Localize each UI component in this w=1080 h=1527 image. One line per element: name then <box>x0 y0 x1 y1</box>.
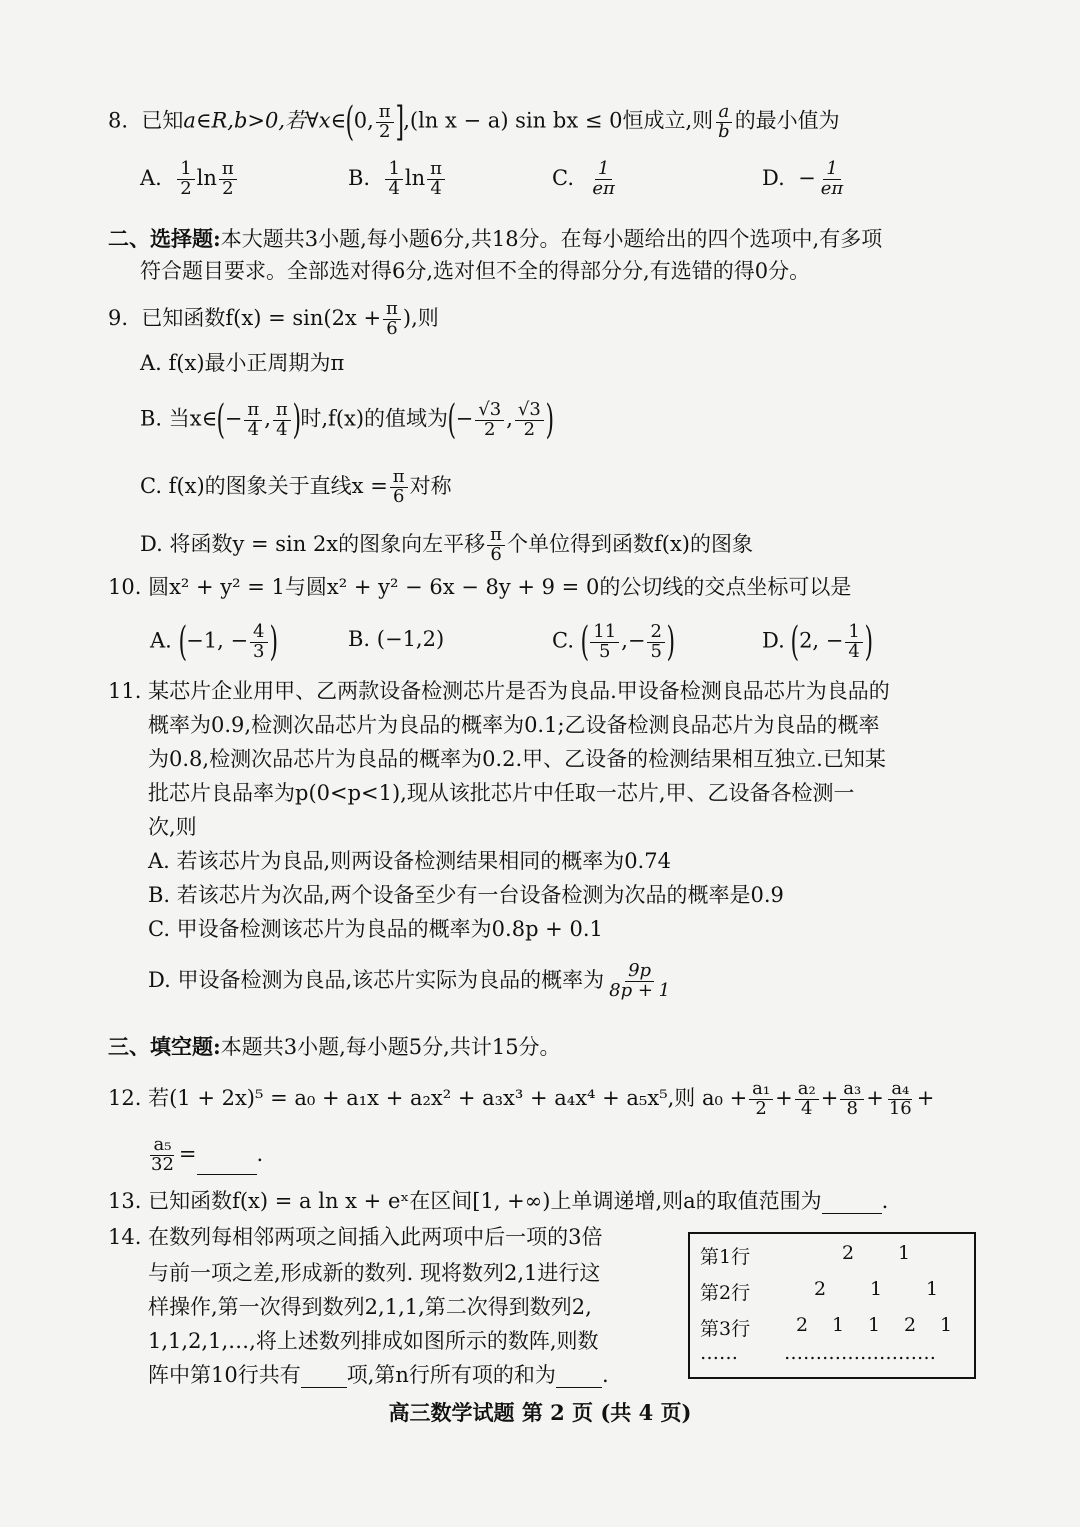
section-2-line2: 符合题目要求。全部选对得6分,选对但不全的得部分分,有选错的得0分。 <box>140 259 811 283</box>
q14-blank-count[interactable] <box>301 1367 347 1388</box>
q11-option-b: B. 若该芯片为次品,两个设备至少有一台设备检测为次品的概率是0.9 <box>148 883 784 907</box>
q11-option-d: D. 甲设备检测为良品,该芯片实际为良品的概率为 $\frac{9p}{8p + 1}$ <box>148 960 671 1001</box>
q13-answer-blank[interactable] <box>822 1193 882 1214</box>
q8-option-d: D. − $\frac{1}{e\pi}$ <box>762 158 844 199</box>
q11-option-a: A. 若该芯片为良品,则两设备检测结果相同的概率为0.74 <box>148 849 671 873</box>
q10-option-b: B. (−1,2) <box>348 627 445 651</box>
q8-number: 8. <box>108 108 129 133</box>
q10-option-a: A. (−1, − $\frac{4}{3}$ ) <box>150 619 278 665</box>
section-3-title: 三、填空题: <box>108 1034 221 1059</box>
q11-line5: 次,则 <box>148 815 197 839</box>
q9-option-c: C. f(x)的图象关于直线x = $\frac{\pi}{6}$ 对称 <box>140 466 452 507</box>
q9-option-a: A. f(x)最小正周期为π <box>140 351 345 375</box>
q11-line2: 概率为0.9,检测次品芯片为良品的概率为0.1;乙设备检测良品芯片为良品的概率 <box>148 713 880 737</box>
section-3-line: 三、填空题:本题共3小题,每小题5分,共计15分。 <box>108 1034 561 1059</box>
q9-stem: 9. 已知函数f(x) = sin(2x + $\frac{\pi}{6}$ ),则 <box>108 298 439 339</box>
q13-stem: 13. 已知函数f(x) = a ln x + eˣ在区间[1, +∞)上单调递增,则a的取值范围为 . <box>108 1189 889 1213</box>
q8-option-a: A. $\frac{1}{2}$ ln $\frac{\pi}{2}$ <box>140 160 239 199</box>
q12-answer-blank[interactable] <box>197 1154 257 1175</box>
q14-blank-sum[interactable] <box>556 1367 602 1388</box>
q12-tail: $\frac{\text{a₅}}{32}$ = . <box>151 1134 264 1175</box>
q10-option-d: D. (2, − $\frac{1}{4}$ ) <box>762 619 873 665</box>
q12-stem: 12. 若(1 + 2x)⁵ = a₀ + a₁x + a₂x² + a₃x³ + a₄x⁴ + a₅x⁵,则 a₀ + $\frac{\text{a₁}}{2}$ + $\frac{\text{a₂}}{4}$ + $\frac{\text{a₃}}{8}$ + $\frac{\text{a₄}}{16}$ + <box>108 1078 935 1119</box>
q11-line3: 为0.8,检测次品芯片为良品的概率为0.2.甲、乙设备的检测结果相互独立.已知某 <box>148 747 886 771</box>
q11-option-c: C. 甲设备检测该芯片为良品的概率为0.8p + 0.1 <box>148 917 603 941</box>
q14-line3: 样操作,第一次得到数列2,1,1,第二次得到数列2, <box>148 1295 592 1319</box>
q8-option-c: C. $\frac{1}{e\pi}$ <box>552 158 615 199</box>
q14-line1: 14. 在数列每相邻两项之间插入此两项中后一项的3倍 <box>108 1225 603 1249</box>
q11-line1: 11. 某芯片企业用甲、乙两款设备检测芯片是否为良品.甲设备检测良品芯片为良品的 <box>108 679 890 703</box>
page-footer: 高三数学试题 第 2 页 (共 4 页) <box>388 1400 692 1425</box>
q14-line2: 与前一项之差,形成新的数列. 现将数列2,1进行这 <box>148 1261 601 1285</box>
q9-option-b: B. 当x∈(− $\frac{\pi}{4}$ , $\frac{\pi}{4}$ )时,f(x)的值域为(− $\frac{√3}{2}$ , $\frac{√3}{2}$ ) <box>140 397 554 443</box>
q8-option-b: B. $\frac{1}{4}$ ln $\frac{\pi}{4}$ <box>348 160 447 199</box>
sequence-array-box: 第1行 2 1 第2行 2 1 1 第3行 2 1 1 2 1 …… …………………… <box>688 1232 976 1379</box>
section-2-line1: 二、选择题:本大题共3小题,每小题6分,共18分。在每小题给出的四个选项中,有多项 <box>108 226 883 251</box>
section-2-title: 二、选择题: <box>108 226 221 251</box>
q11-line4: 批芯片良品率为p(0<p<1),现从该批芯片中任取一芯片,甲、乙设备各检测一 <box>148 781 855 805</box>
q8-stem: 8. 已知a∈R,b>0,若∀x∈(0, $\frac{\pi}{2}$ ],(ln x − a) sin bx ≤ 0恒成立,则 $\frac{a}{b}$ 的最小值为 <box>108 99 840 145</box>
q14-line4: 1,1,2,1,…,将上述数列排成如图所示的数阵,则数 <box>148 1329 599 1353</box>
q10-option-c: C. ( $\frac{11}{5}$ ,− $\frac{2}{5}$ ) <box>552 619 676 665</box>
array-row-3: 第3行 <box>700 1318 751 1340</box>
q9-option-d: D. 将函数y = sin 2x的图象向左平移 $\frac{\pi}{6}$ 个单位得到函数f(x)的图象 <box>140 524 754 565</box>
q10-stem: 10. 圆x² + y² = 1与圆x² + y² − 6x − 8y + 9 = 0的公切线的交点坐标可以是 <box>108 575 852 599</box>
array-row-1: 第1行 <box>700 1246 751 1268</box>
q14-line5: 阵中第10行共有 项,第n行所有项的和为 . <box>148 1363 609 1387</box>
array-row-2: 第2行 <box>700 1282 751 1304</box>
